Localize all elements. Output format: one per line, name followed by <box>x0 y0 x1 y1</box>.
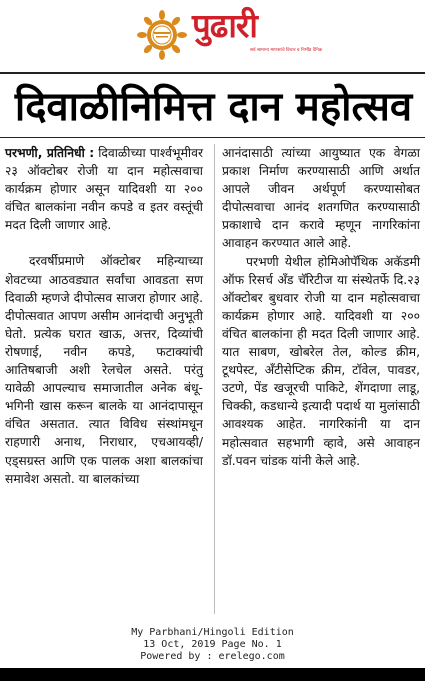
footer-date-page: 13 Oct, 2019 Page No. 1 <box>143 639 282 650</box>
footer-powered-by: Powered by : erelego.com <box>140 651 285 662</box>
page-footer <box>0 627 425 663</box>
bottom-bar <box>0 668 425 681</box>
article-headline: दिवाळीनिमित्त दान महोत्सव <box>14 84 413 130</box>
article-column-right <box>222 144 420 470</box>
brand-tagline: सर्व सामान्य माणसांचे विचार व निर्भीड दैनिक <box>250 48 323 53</box>
brand-name: पुढारी <box>192 6 257 45</box>
column-divider <box>214 144 215 614</box>
article-paragraph <box>5 144 203 234</box>
article-paragraph: परभणी येथील होमिओपॅथिक अकॅडमी ऑफ रिसर्च अँड चॅरिटीज या संस्थेतर्फे दि.२३ ऑक्टोबर बुधवार रोजी या दान महोत्सवाचा कार्यक्रम होणार आहे. यादिवशी या २०० वंचित बालकांना ही मदत दिली जाणार आहे. यात साबण, खोबरेल तेल, कोल्ड क्रीम, टूथपेस्ट, अँटीसेप्टिक क्रीम, टॉवेल, पावडर, उटणे, पेंड खजूरची पाकिटे, शेंगदाणा लाडू, चिक्की, कडधान्ये इत्यादी पदार्थ या मुलांसाठी आवश्यक आहेत. नागरिकांनी या दान महोत्सवात सहभागी व्हावे, असे आवाहन डॉ.पवन चांडक यांनी केले आहे. <box>222 254 420 468</box>
paragraph-text: दिवाळीच्या पार्श्वभूमीवर २३ ऑक्टोबर रोजी या दान महोत्सवाचा कार्यक्रम होणार असून यादिवशी या २०० वंचित बालकांना नवीन कपडे व इतर वस्तूंची मदत दिली जाणार आहे. <box>5 146 203 233</box>
seal-logo-icon <box>137 10 187 60</box>
article-byline: परभणी, प्रतिनिधी : <box>5 146 95 160</box>
headline-rule <box>0 137 425 138</box>
article-paragraph: आनंदासाठी त्यांच्या आयुष्यात एक वेगळा प्रकाश निर्माण करण्यासाठी आणि अर्थात आपले जीवन अर्थपूर्ण करण्यासोबत दीपोत्सवाचा आनंद शतगणित करण्यासाठी प्रकाशाचे दान करावे म्हणून नागरिकांना आवाहन करण्यात आले आहे. <box>222 146 420 251</box>
article-column-left <box>5 144 203 488</box>
masthead <box>0 0 425 66</box>
footer-edition: My Parbhani/Hingoli Edition <box>131 627 294 638</box>
article-paragraph: दरवर्षीप्रमाणे ऑक्टोबर महिन्याच्या शेवटच्या आठवड्यात सर्वांचा आवडता सण दिवाळी म्हणजे दीपोत्सव साजरा होणार आहे. दीपोत्सवात आपण असीम आनंदाची अनुभूती घेतो. प्रत्येक घरात खाऊ, अत्तर, दिव्यांची रोषणाई, नवीन कपडे, फटाक्यांची आतिषबाजी अशी रेलचेल असते. परंतु यावेळी आपल्याच समाजातील अनेक बंधू- भगिनी खास करून बालके या आनंदापासून वंचित असतात. त्यात विविध संस्थांमधून राहणारी अनाथ, निराधार, एचआयव्ही/एड्सग्रस्त आणि एक पालक अशा बालकांचा समावेश असतो. या बालकांच्या <box>5 254 203 486</box>
top-rule <box>0 72 425 74</box>
